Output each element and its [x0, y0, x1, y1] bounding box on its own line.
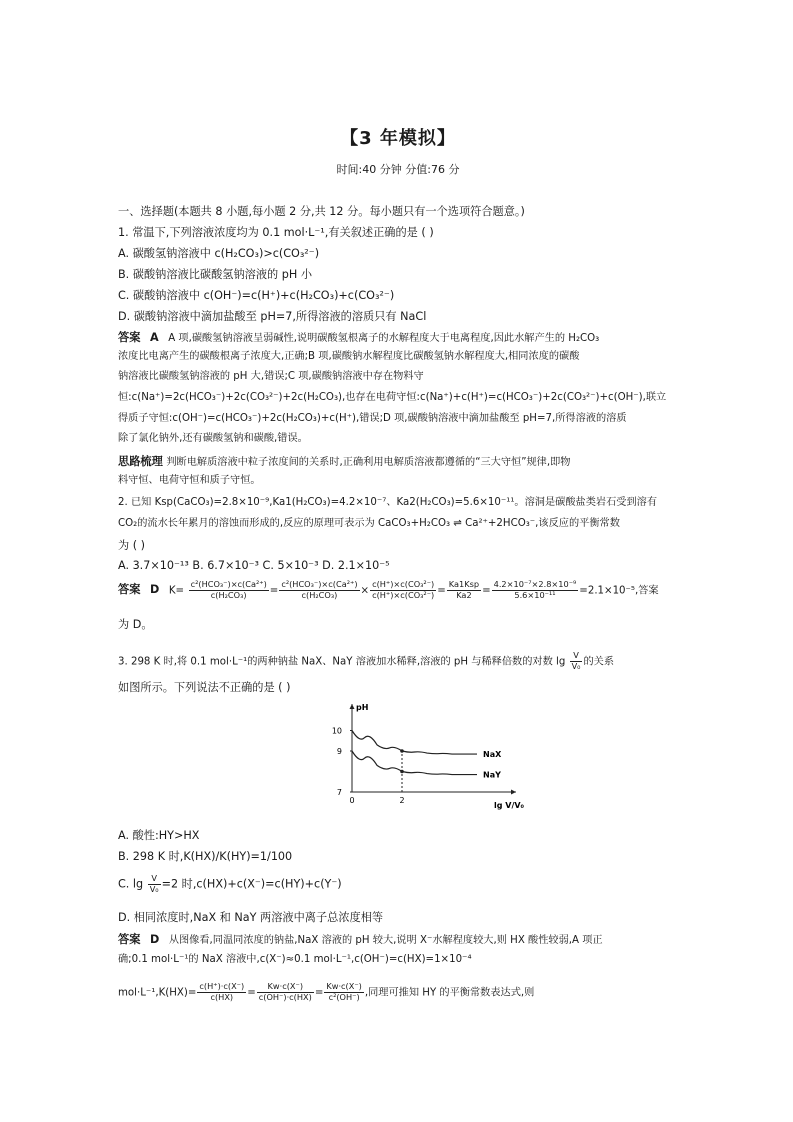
q2-result: =2.1×10⁻⁵,答案 — [579, 585, 659, 597]
thinking-text-2: 料守恒、电荷守恒和质子守恒。 — [118, 475, 261, 486]
q1-option-b: B. 碳酸钠溶液比碳酸氢钠溶液的 pH 小 — [118, 268, 313, 281]
k-label: K= — [168, 585, 185, 597]
answer-letter: D — [149, 583, 160, 597]
q3-analysis-1: 从图像看,同温同浓度的钠盐,NaX 溶液的 pH 较大,说明 X⁻水解程度较大,则 HX 酸性较弱,A 项正 — [168, 935, 603, 946]
dilution-ratio: $\frac{V}{\text{V₀}}$ — [149, 873, 159, 894]
q1-thinking-line — [118, 454, 678, 471]
series-label-nay: NaY — [483, 770, 501, 780]
q3-analysis-3: mol·L⁻¹,K(HX)= $\frac{c(H^+)\cdot c(X^-)}{c(HX)}$ = $\frac{Kw\cdot c(X^-)}{c(OH^-)\cdot c(HX)}$ = $\frac{Kw\cdot c(X^-)}{\text{c²(OH⁻)}}$ ,同理可推知 HY 的平衡常数表达式,则 — [118, 981, 535, 1002]
q3-option-a: A. 酸性:HY>HX — [118, 829, 200, 842]
answer-letter: A — [149, 331, 159, 344]
q2-stem-3: 为 ( ) — [118, 539, 146, 552]
q3-stem-2: 如图所示。下列说法不正确的是 ( ) — [118, 681, 291, 694]
series-point-nay — [400, 770, 404, 774]
section-heading: 一、选择题(本题共 8 小题,每小题 2 分,共 12 分。每小题只有一个选项符合题意。) — [118, 205, 525, 218]
x-tick-label: 2 — [399, 796, 405, 805]
thinking-tag: 思路梳理 — [118, 455, 163, 468]
q1-option-c: C. 碳酸钠溶液中 c(OH⁻)=c(H⁺)+c(H₂CO₃)+c(CO₃²⁻) — [118, 289, 395, 302]
fraction-1: $\frac{\text{c²(HCO₃⁻)×c(Ca²⁺)}}{\text{c(H₂CO₃)}}$ — [190, 579, 267, 600]
page-title: 【3 年模拟】 — [340, 128, 456, 149]
answer-tag: 答案 — [118, 583, 141, 597]
answer-letter: D — [149, 933, 160, 946]
x-axis-label: lg V/V₀ — [494, 801, 525, 810]
q1-analysis-4: 恒:c(Na⁺)=2c(HCO₃⁻)+2c(CO₃²⁻)+2c(H₂CO₃),也存在电荷守恒:c(Na⁺)+c(H⁺)=c(HCO₃⁻)+2c(CO₃²⁻)+c(OH⁻),联立 — [118, 392, 667, 403]
q2-options: A. 3.7×10⁻¹³ B. 6.7×10⁻³ C. 5×10⁻³ D. 2.1×10⁻⁵ — [118, 559, 390, 572]
exam-meta: 时间:40 分钟 分值:76 分 — [336, 163, 460, 176]
x-axis-arrow — [511, 790, 516, 795]
y-axis-arrow — [350, 704, 355, 709]
q3-option-b: B. 298 K 时,K(HX)/K(HY)=1/100 — [118, 850, 293, 863]
q2-stem-2: CO₂的流水长年累月的溶蚀而形成的,反应的原理可表示为 CaCO₃+H₂CO₃ ⇌ Ca²⁺+2HCO₃⁻,该反应的平衡常数 — [118, 518, 620, 529]
q1-analysis-3: 钠溶液比碳酸氢钠溶液的 pH 大,错误;C 项,碳酸钠溶液中存在物料守 — [118, 371, 424, 382]
fraction-5: $\frac{\text{4.2×10⁻⁷×2.8×10⁻⁹}}{\text{5.6×10⁻¹¹}}$ — [493, 579, 577, 600]
q2-stem-1: 2. 已知 Ksp(CaCO₃)=2.8×10⁻⁹,Ka1(H₂CO₃)=4.2×10⁻⁷、Ka2(H₂CO₃)=5.6×10⁻¹¹。溶洞是碳酸盐类岩石受到溶有 — [118, 497, 658, 508]
q3-stem-1: 3. 298 K 时,将 0.1 mol·L⁻¹的两种钠盐 NaX、NaY 溶液加水稀释,溶液的 pH 与稀释倍数的对数 lg $\frac{V}{\text{V₀}}$ 的关系 — [118, 650, 615, 671]
chart-svg — [328, 700, 588, 830]
fraction-3: $\frac{\text{c(H⁺)×c(CO₃²⁻)}}{\text{c(H⁺)×c(CO₃²⁻)}}$ — [372, 579, 435, 600]
fraction-4: $\frac{\text{Ka1Ksp}}{Ka2}$ — [448, 579, 480, 600]
q3-option-c: C. lg $\frac{V}{\text{V₀}}$ =2 时,c(HX)+c(X⁻)=c(HY)+c(Y⁻) — [118, 873, 342, 894]
fraction-hx-1: $\frac{c(H^+)\cdot c(X^-)}{c(HX)}$ — [199, 981, 245, 1002]
q1-option-a: A. 碳酸氢钠溶液中 c(H₂CO₃)>c(CO₃²⁻) — [118, 247, 320, 260]
q1-answer-line — [118, 330, 678, 347]
q2-tail: 为 D。 — [118, 618, 153, 631]
q1-analysis-1: A 项,碳酸氢钠溶液呈弱碱性,说明碳酸氢根离子的水解程度大于电离程度,因此水解产生的 H₂CO₃ — [168, 333, 600, 344]
q1-option-d: D. 碳酸钠溶液中滴加盐酸至 pH=7,所得溶液的溶质只有 NaCl — [118, 310, 427, 323]
y-tick-label: 9 — [336, 747, 342, 756]
q1-analysis-2: 浓度比电离产生的碳酸根离子浓度大,正确;B 项,碳酸钠水解程度比碳酸氢钠水解程度大,相同浓度的碳酸 — [118, 351, 580, 362]
y-tick-label: 10 — [331, 726, 342, 736]
q1-analysis-6: 除了氯化钠外,还有碳酸氢钠和碳酸,错误。 — [118, 433, 308, 444]
q3-answer-line — [118, 932, 678, 949]
y-axis-label: pH — [356, 703, 369, 712]
series-point-nax — [400, 749, 404, 753]
series-label-nax: NaX — [483, 750, 502, 760]
fraction-hx-2: $\frac{Kw\cdot c(X^-)}{c(OH^-)\cdot c(HX)}$ — [258, 981, 312, 1002]
series-line-nax — [352, 731, 477, 755]
q1-stem: 1. 常温下,下列溶液浓度均为 0.1 mol·L⁻¹,有关叙述正确的是 ( ) — [118, 226, 434, 239]
thinking-text-1: 判断电解质溶液中粒子浓度间的关系时,正确利用电解质溶液都遵循的“三大守恒”规律,即物 — [166, 457, 571, 468]
q3-option-d: D. 相同浓度时,NaX 和 NaY 两溶液中离子总浓度相等 — [118, 911, 384, 924]
x-tick-label: 0 — [349, 796, 355, 805]
q3-analysis-2: 确;0.1 mol·L⁻¹的 NaX 溶液中,c(X⁻)≈0.1 mol·L⁻¹,c(OH⁻)=c(HX)=1×10⁻⁴ — [118, 954, 472, 965]
y-tick-label: 7 — [336, 788, 342, 797]
q1-analysis-5: 得质子守恒:c(OH⁻)=c(HCO₃⁻)+2c(H₂CO₃)+c(H⁺),错误;D 项,碳酸钠溶液中滴加盐酸至 pH=7,所得溶液的溶质 — [118, 413, 627, 424]
dilution-ratio: $\frac{V}{\text{V₀}}$ — [571, 650, 581, 671]
q2-answer-line: 答案 D K= $\frac{\text{c²(HCO₃⁻)×c(Ca²⁺)}}{\text{c(H₂CO₃)}}$ = $\frac{\text{c²(HCO₃⁻)×c(Ca²⁺)}}{\text{c(H₂CO₃)}}$ × $\frac{\text{c(H⁺)×c(CO₃²⁻)}}{\text{c(H⁺)×c(CO₃²⁻)}}$ = $\frac{\text{Ka1Ksp}}{Ka2}$ = $\frac{\text{4.2×10⁻⁷×2.8×10⁻⁹}}{\text{5.6×10⁻¹¹}}$ =2.1×10⁻⁵,答案 — [118, 579, 659, 600]
answer-tag: 答案 — [118, 331, 141, 344]
answer-tag: 答案 — [118, 933, 141, 946]
fraction-hx-3: $\frac{Kw\cdot c(X^-)}{\text{c²(OH⁻)}}$ — [326, 981, 362, 1002]
fraction-2: $\frac{\text{c²(HCO₃⁻)×c(Ca²⁺)}}{\text{c(H₂CO₃)}}$ — [281, 579, 358, 600]
ph-dilution-chart — [328, 700, 588, 830]
